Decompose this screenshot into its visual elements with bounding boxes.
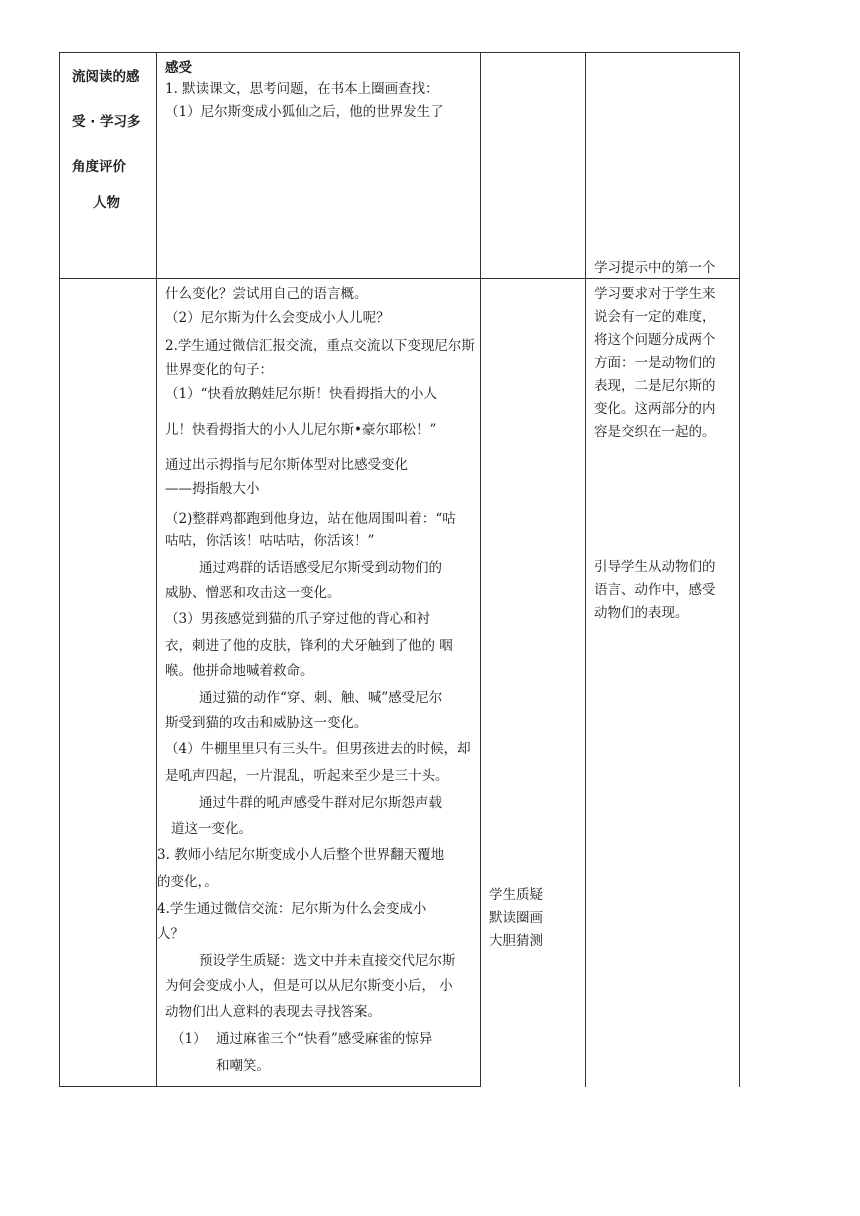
activity-text: 是吼声四起，一片混乱，听起来至少是三十头。 <box>165 768 449 784</box>
table-border-top <box>59 52 740 53</box>
stage-label-line-4: 人物 <box>93 195 120 211</box>
design-note: 动物们的表现。 <box>594 605 689 621</box>
activity-text: 咕咕，你活该！咕咕咕，你活该！” <box>165 533 375 549</box>
activity-text: 1. 默读课文，思考问题，在书本上圈画查找： <box>165 81 439 97</box>
stage-label-line-3: 角度评价 <box>72 159 126 175</box>
activity-text: 衣，刺进了他的皮肤，锋利的犬牙触到了他的 咽 <box>165 638 453 654</box>
activity-text: 道这一变化。 <box>171 821 252 837</box>
activity-text: 什么变化？尝试用自己的语言概。 <box>165 286 368 302</box>
section-title: 感受 <box>165 60 192 76</box>
activity-text: （2）尼尔斯为什么会变成小人儿呢？ <box>165 310 390 326</box>
design-note: 将这个问题分成两个 <box>594 332 716 348</box>
activity-text: 通过猫的动作“穿、刺、触、喊”感受尼尔 <box>199 690 443 706</box>
col-divider-2 <box>480 52 481 1087</box>
activity-text: （1）尼尔斯变成小狐仙之后，他的世界发生了 <box>165 104 444 120</box>
stage-label-line-2: 受 · 学习多 <box>72 114 141 130</box>
activity-text: 威胁、憎恶和攻击这一变化。 <box>165 585 341 601</box>
activity-text: 动物们出人意料的表现去寻找答案。 <box>165 1004 381 1020</box>
table-border-bottom <box>59 1086 480 1087</box>
activity-text: （2)整群鸡都跑到他身边，站在他周围叫着：“咕 <box>165 511 456 527</box>
activity-text: 和嘲笑。 <box>216 1058 270 1074</box>
design-note: 学习要求对于学生来 <box>594 286 716 302</box>
activity-text: 斯受到猫的攻击和威胁这一变化。 <box>165 715 368 731</box>
activity-text: 人？ <box>157 926 184 942</box>
activity-text: （1） <box>171 1031 207 1047</box>
activity-text: 为何会变成小人，但是可以从尼尔斯变小后， 小 <box>165 978 453 994</box>
activity-text: 预设学生质疑：选文中并未直接交代尼尔斯 <box>199 953 456 969</box>
table-border-right <box>739 52 740 1087</box>
activity-text: 通过鸡群的话语感受尼尔斯受到动物们的 <box>199 560 442 576</box>
design-note: 变化。这两部分的内 <box>594 401 716 417</box>
activity-text: 世界变化的句子： <box>165 362 273 378</box>
stage-label-line-1: 流阅读的感 <box>72 69 140 85</box>
design-note: 引导学生从动物们的 <box>594 559 716 575</box>
activity-text: （3）男孩感觉到猫的爪子穿过他的背心和衬 <box>165 611 431 627</box>
design-note: 方面：一是动物们的 <box>594 355 716 371</box>
activity-text: ——拇指般大小 <box>165 481 260 497</box>
activity-text: 通过牛群的吼声感受牛群对尼尔斯怨声载 <box>199 795 442 811</box>
activity-text: 的变化，。 <box>157 874 218 890</box>
student-activity: 大胆猜测 <box>489 933 543 949</box>
activity-text: 2.学生通过微信汇报交流，重点交流以下变现尼尔斯 <box>165 338 475 354</box>
design-note: 语言、动作中，感受 <box>594 582 716 598</box>
activity-text: 通过出示拇指与尼尔斯体型对比感受变化 <box>165 457 408 473</box>
activity-text: 4.学生通过微信交流：尼尔斯为什么会变成小 <box>157 901 427 917</box>
design-note: 学习提示中的第一个 <box>594 260 716 276</box>
design-note: 说会有一定的难度， <box>594 309 716 325</box>
col-divider-3 <box>585 52 586 1087</box>
activity-text: 儿！快看拇指大的小人儿尼尔斯•豪尔耶松！” <box>165 422 437 438</box>
activity-text: 3. 教师小结尼尔斯变成小人后整个世界翻天覆地 <box>157 847 445 863</box>
design-note: 表现，二是尼尔斯的 <box>594 378 716 394</box>
table-border-left <box>59 52 60 1087</box>
student-activity: 学生质疑 <box>489 887 543 903</box>
design-note: 容是交织在一起的。 <box>594 424 716 440</box>
student-activity: 默读圈画 <box>489 910 543 926</box>
activity-text: （1）“快看放鹅娃尼尔斯！快看拇指大的小人 <box>165 386 437 402</box>
row-divider <box>59 278 740 279</box>
activity-text: （4）牛棚里里只有三头牛。但男孩进去的时候，却 <box>165 741 471 757</box>
activity-text: 喉。他拼命地喊着救命。 <box>165 663 314 679</box>
activity-text: 通过麻雀三个“快看”感受麻雀的惊异 <box>216 1031 433 1047</box>
